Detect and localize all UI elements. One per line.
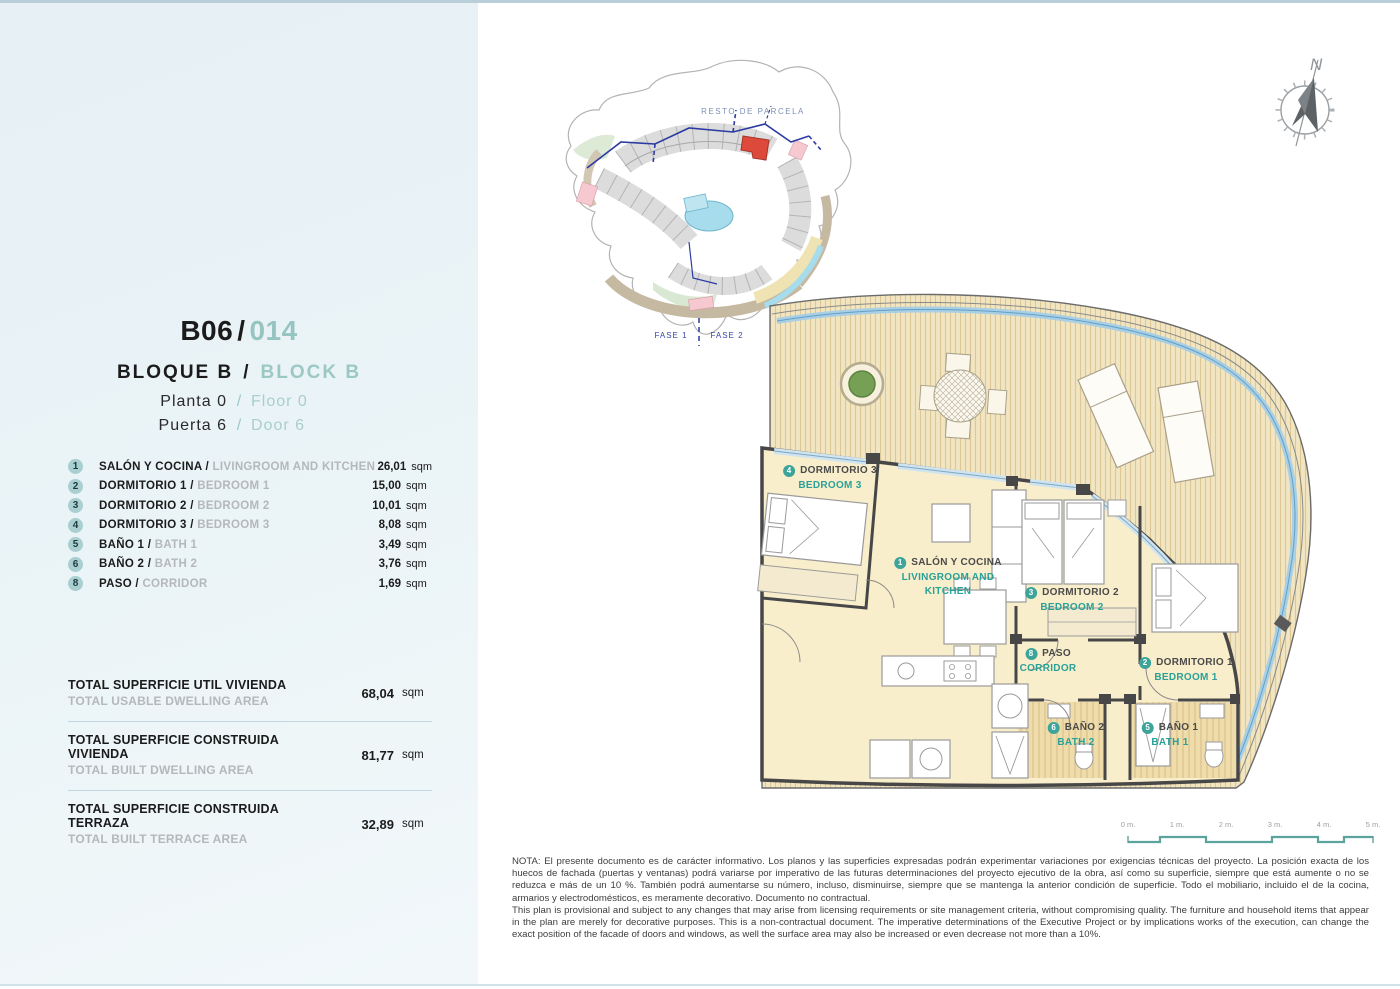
- resto-de-parcela-label: RESTO DE PARCELA: [701, 107, 805, 116]
- scale-tick: 1 m.: [1169, 820, 1185, 829]
- fase-2-label: FASE 2: [710, 331, 744, 340]
- room-name-en: BEDROOM 2: [197, 499, 270, 512]
- room-name-en: BEDROOM 3: [798, 479, 862, 491]
- plan-label-bedroom3: [783, 464, 877, 493]
- scale-tick: 0 m.: [1120, 820, 1136, 829]
- north-label: N: [1310, 55, 1323, 74]
- total-value: 81,77: [361, 747, 394, 763]
- total-unit: sqm: [402, 687, 424, 699]
- room-number-badge: 3: [68, 498, 83, 513]
- plan-label-bath2: [1048, 721, 1105, 750]
- room-name-es: BAÑO 2: [99, 558, 145, 571]
- room-name-es: SALÓN Y COCINA: [99, 460, 203, 473]
- room-number-badge: 2: [1139, 657, 1151, 669]
- room-name-es: DORMITORIO 3: [99, 519, 187, 532]
- block-title: [0, 362, 478, 384]
- room-name-es: BAÑO 1: [99, 538, 145, 551]
- room-area-unit: sqm: [406, 480, 427, 493]
- room-name-en: LIVINGROOM AND KITCHEN: [901, 571, 995, 597]
- room-name-en: BEDROOM 1: [197, 480, 270, 493]
- scale-tick: 3 m.: [1267, 820, 1283, 829]
- coffee-table: [932, 504, 970, 542]
- table-row: 2 DORMITORIO 1 / BEDROOM 1 15,00 sqm: [68, 477, 432, 497]
- room-number-badge: 4: [783, 465, 795, 477]
- scale-bar-steps: [1120, 832, 1380, 846]
- room-area-unit: sqm: [406, 499, 427, 512]
- room-name-es: DORMITORIO 3: [800, 465, 877, 476]
- bed-double: [1152, 564, 1238, 632]
- room-name-es: PASO: [99, 577, 132, 590]
- room-area-table: [68, 457, 432, 594]
- total-label-en: TOTAL BUILT TERRACE AREA: [68, 832, 248, 846]
- room-name-en: CORRIDOR: [142, 577, 208, 590]
- room-name-es: SALÓN Y COCINA: [911, 557, 1002, 568]
- room-area-value: 3,76: [378, 558, 401, 571]
- room-name-es: DORMITORIO 1: [1156, 657, 1233, 668]
- plan-label-bath1: [1142, 721, 1199, 750]
- terrace-planter: [841, 363, 883, 405]
- legal-note-spanish: NOTA: El presente documento es de carácter informativo. Los planos y las superficies expresadas podrán experimentar variaciones por exigencias técnicas del proyecto. La posición exacta de los huecos de fachada (puertas y ventanas) podrá variarse por imperativo de las futuras determinaciones del proyecto ejecutivo de la obra, así como su superficie, siempre que está aumente o no se reduzca e más de un 10 %. También podrá aumentarse su número, incluso, disminuirse, siempre que se mantenga la anterior condición de superficie. Todo el mobiliario, incluido el de la cocina, armarios y electrodomésticos, es meramente decorativo. Documento no contractual.: [512, 856, 1369, 904]
- room-name-en: BATH 2: [1057, 736, 1095, 748]
- total-label-en: TOTAL BUILT DWELLING AREA: [68, 763, 254, 777]
- plan-label-livingroom: [894, 556, 1002, 600]
- north-compass-icon: [1268, 52, 1344, 152]
- room-name-en: BATH 2: [154, 558, 198, 571]
- scale-tick: 2 m.: [1218, 820, 1234, 829]
- room-area-value: 15,00: [372, 480, 401, 493]
- table-row: 3 DORMITORIO 2 / BEDROOM 2 10,01 sqm: [68, 496, 432, 516]
- room-number-badge: 6: [1048, 722, 1060, 734]
- total-label-en: TOTAL USABLE DWELLING AREA: [68, 694, 269, 708]
- room-number-badge: 1: [894, 557, 906, 569]
- room-number-badge: 8: [1025, 648, 1037, 660]
- total-value: 68,04: [361, 685, 394, 701]
- room-name-en: CORRIDOR: [1019, 662, 1077, 674]
- room-name-es: DORMITORIO 1: [99, 480, 187, 493]
- room-area-value: 10,01: [372, 499, 401, 512]
- info-sidebar: [0, 3, 478, 984]
- room-area-unit: sqm: [406, 558, 427, 571]
- room-name-es: DORMITORIO 2: [99, 499, 187, 512]
- room-area-value: 3,49: [378, 538, 401, 551]
- room-number-badge: 5: [68, 537, 83, 552]
- scale-bar: [1120, 820, 1380, 852]
- floor-separator: /: [236, 393, 242, 410]
- room-area-unit: sqm: [406, 538, 427, 551]
- bed-double: [758, 493, 868, 601]
- room-name-en: BEDROOM 2: [1040, 601, 1104, 613]
- legal-note-english: This plan is provisional and subject to any changes that may arise from licensing requirements or site management criteria, without compromising quality. The furniture and household items that appear in the plan are merely for decorative purposes. This is a non-contractual document. The imperative determinations of the Executive Project or by implications works of the execution, can change the exact position of the facade of doors and windows, as well the surface area may also be increased or even decrease not more than a 10%.: [512, 904, 1369, 941]
- room-name-es: DORMITORIO 2: [1042, 587, 1119, 598]
- table-row: 4 DORMITORIO 3 / BEDROOM 3 8,08 sqm: [68, 516, 432, 536]
- room-number-badge: 8: [68, 576, 83, 591]
- total-usable-area: [68, 667, 432, 721]
- scale-tick: 4 m.: [1316, 820, 1332, 829]
- total-label-es: TOTAL SUPERFICIE CONSTRUIDA VIVIENDA: [68, 733, 279, 761]
- table-row: 8 PASO / CORRIDOR 1,69 sqm: [68, 574, 432, 594]
- room-name-en: BEDROOM 3: [197, 519, 270, 532]
- total-label-es: TOTAL SUPERFICIE CONSTRUIDA TERRAZA: [68, 802, 279, 830]
- apartment-floor-plan: [748, 288, 1328, 798]
- block-name-es: BLOQUE B: [116, 362, 234, 383]
- room-name-en: BATH 1: [1151, 736, 1189, 748]
- room-area-value: 1,69: [378, 577, 401, 590]
- table-row: 6 BAÑO 2 / BATH 2 3,76 sqm: [68, 555, 432, 575]
- total-label-es: TOTAL SUPERFICIE UTIL VIVIENDA: [68, 678, 287, 692]
- room-area-value: 26,01: [377, 460, 407, 473]
- room-number-badge: 6: [68, 557, 83, 572]
- room-number-badge: 1: [68, 459, 83, 474]
- phase-divider: [654, 318, 743, 346]
- plan-label-bedroom2: [1025, 586, 1119, 615]
- total-built-dwelling-area: [68, 721, 432, 790]
- scale-tick: 5 m.: [1365, 820, 1381, 829]
- door-row: [0, 417, 478, 435]
- room-name-en: BATH 1: [154, 538, 198, 551]
- door-en: Door 6: [251, 417, 306, 434]
- room-name-es: BAÑO 1: [1158, 722, 1199, 733]
- floor-es: Planta 0: [160, 393, 227, 410]
- room-area-unit: sqm: [406, 577, 427, 590]
- legal-note: [512, 856, 1369, 941]
- total-unit: sqm: [402, 749, 424, 761]
- bottom-divider: [0, 984, 1400, 986]
- room-area-unit: sqm: [406, 519, 427, 532]
- room-number-badge: 5: [1142, 722, 1154, 734]
- unit-code: B06: [180, 315, 234, 346]
- total-built-terrace-area: [68, 790, 432, 859]
- unit-number: 014: [249, 315, 298, 346]
- door-separator: /: [236, 417, 242, 434]
- door-es: Puerta 6: [158, 417, 227, 434]
- room-name-es: BAÑO 2: [1064, 722, 1105, 733]
- room-number-badge: 4: [68, 518, 83, 533]
- block-name-en: BLOCK B: [260, 362, 362, 383]
- floor-row: [0, 393, 478, 411]
- table-row: 5 BAÑO 1 / BATH 1 3,49 sqm: [68, 535, 432, 555]
- floor-en: Floor 0: [251, 393, 308, 410]
- room-name-en: LIVINGROOM AND KITCHEN: [212, 460, 376, 473]
- room-name-en: BEDROOM 1: [1154, 671, 1218, 683]
- unit-title: [0, 315, 478, 347]
- table-row: 1 SALÓN Y COCINA / LIVINGROOM AND KITCHEN 26,01 sqm: [68, 457, 432, 477]
- total-unit: sqm: [402, 818, 424, 830]
- room-number-badge: 2: [68, 479, 83, 494]
- room-area-unit: sqm: [411, 460, 432, 473]
- block-separator: /: [243, 362, 251, 383]
- totals-section: [68, 667, 432, 859]
- room-area-value: 8,08: [378, 519, 401, 532]
- plan-label-corridor: [1020, 647, 1077, 676]
- room-number-badge: 3: [1025, 587, 1037, 599]
- plan-label-bedroom1: [1139, 656, 1233, 685]
- total-value: 32,89: [361, 816, 394, 832]
- fase-1-label: FASE 1: [654, 331, 688, 340]
- unit-separator: /: [237, 315, 246, 346]
- room-name-es: PASO: [1042, 648, 1071, 659]
